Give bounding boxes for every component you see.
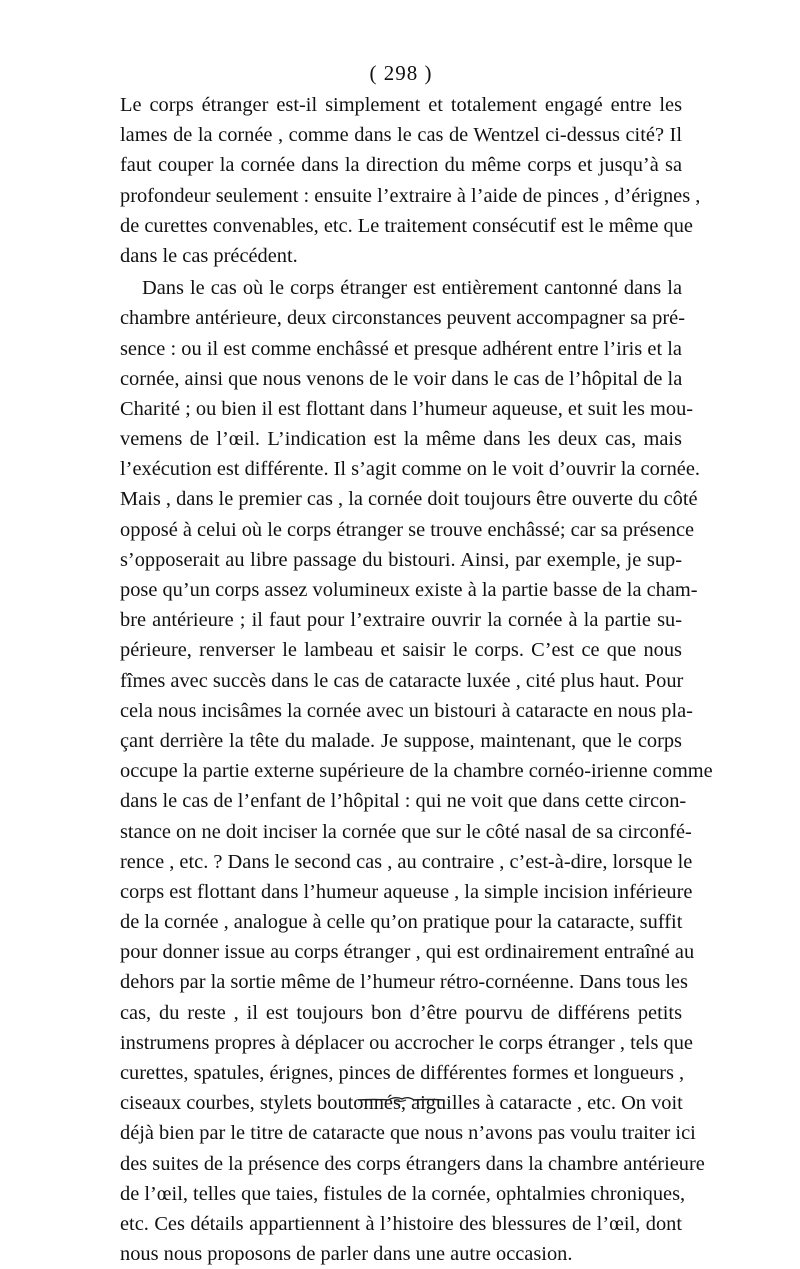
text-line: s’opposerait au libre passage du bistouri. Ainsi, par exemple, je sup- — [120, 548, 682, 571]
text-line: sence : ou il est comme enchâssé et presque adhérent entre l’iris et la — [120, 337, 682, 360]
text-line: Le corps étranger est-il simplement et totalement engagé entre les — [120, 94, 682, 116]
text-line: cas, du reste , il est toujours bon d’être pourvu de différens petits — [120, 1001, 682, 1024]
text-line: instrumens propres à déplacer ou accrocher le corps étranger , tels que — [120, 1031, 693, 1054]
text-line: corps est flottant dans l’humeur aqueuse , la simple incision inférieure — [120, 880, 693, 903]
text-line: lames de la cornée , comme dans le cas de Wentzel ci-dessus cité? Il — [120, 124, 682, 147]
text-line: Charité ; ou bien il est flottant dans l’humeur aqueuse, et suit les mou- — [120, 397, 694, 420]
text-line: vemens de l’œil. L’indication est la même dans les deux cas, mais — [120, 428, 682, 451]
text-line: çant derrière la tête du malade. Je suppose, maintenant, que le corps — [120, 729, 682, 752]
text-line: cela nous incisâmes la cornée avec un bistouri à cataracte en nous pla- — [120, 699, 693, 722]
text-line: opposé à celui où le corps étranger se trouve enchâssé; car sa présence — [120, 518, 695, 541]
text-line: rence , etc. ? Dans le second cas , au contraire , c’est-à-dire, lorsque le — [120, 850, 693, 873]
text-line: occupe la partie externe supérieure de la chambre cornéo-irienne comme — [120, 760, 713, 783]
text-line: Dans le cas où le corps étranger est entièrement cantonné dans la — [142, 277, 682, 300]
text-line: curettes, spatules, érignes, pinces de différentes formes et longueurs , — [120, 1062, 685, 1084]
text-line: périeure, renverser le lambeau et saisir le corps. C’est ce que nous — [120, 639, 682, 662]
text-line: etc. Ces détails appartiennent à l’histoire des blessures de l’œil, dont — [120, 1212, 682, 1235]
text-line: stance on ne doit inciser la cornée que sur le côté nasal de sa circonfé- — [120, 820, 692, 843]
text-line: profondeur seulement : ensuite l’extraire à l’aide de pinces , d’érignes , — [120, 184, 701, 207]
page-body — [120, 58, 713, 1269]
text-line: dans le cas précédent. — [120, 244, 298, 267]
text-line: des suites de la présence des corps étrangers dans la chambre antérieure — [120, 1152, 705, 1175]
end-ornament — [356, 1094, 446, 1104]
text-line: nous nous proposons de parler dans une autre occasion. — [120, 1243, 573, 1266]
text-line: de curettes convenables, etc. Le traitement consécutif est le même que — [120, 214, 693, 237]
paragraph — [120, 90, 701, 271]
paragraph — [120, 273, 713, 1269]
text-line: chambre antérieure, deux circonstances peuvent accompagner sa pré- — [120, 307, 685, 330]
text-line: ciseaux courbes, stylets boutonnés, aiguilles à cataracte , etc. On voit — [120, 1092, 683, 1115]
text-line: pose qu’un corps assez volumineux existe à la partie basse de la cham- — [120, 579, 698, 601]
text-line: cornée, ainsi que nous venons de le voir dans le cas de l’hôpital de la — [120, 367, 683, 390]
text-line: l’exécution est différente. Il s’agit comme on le voit d’ouvrir la cornée. — [120, 458, 700, 481]
text-line: pour donner issue au corps étranger , qui est ordinairement entraîné au — [120, 941, 695, 964]
text-line: dehors par la sortie même de l’humeur rétro-cornéenne. Dans tous les — [120, 971, 688, 994]
text-line: de l’œil, telles que taies, fistules de la cornée, ophtalmies chroniques, — [120, 1182, 686, 1205]
paragraphs — [120, 90, 713, 1269]
text-line: fîmes avec succès dans le cas de cataracte luxée , cité plus haut. Pour — [120, 669, 684, 692]
text-line: déjà bien par le titre de cataracte que nous n’avons pas voulu traiter ici — [120, 1122, 696, 1145]
text-line: bre antérieure ; il faut pour l’extraire ouvrir la cornée à la partie su- — [120, 609, 682, 632]
text-line: Mais , dans le premier cas , la cornée doit toujours être ouverte du côté — [120, 488, 698, 511]
text-line: de la cornée , analogue à celle qu’on pratique pour la cataracte, suffit — [120, 911, 683, 934]
text-line: dans le cas de l’enfant de l’hôpital : qui ne voit que dans cette circon- — [120, 790, 687, 813]
page-number: ( 298 ) — [369, 61, 433, 85]
text-line: faut couper la cornée dans la direction du même corps et jusqu’à sa — [120, 154, 682, 177]
